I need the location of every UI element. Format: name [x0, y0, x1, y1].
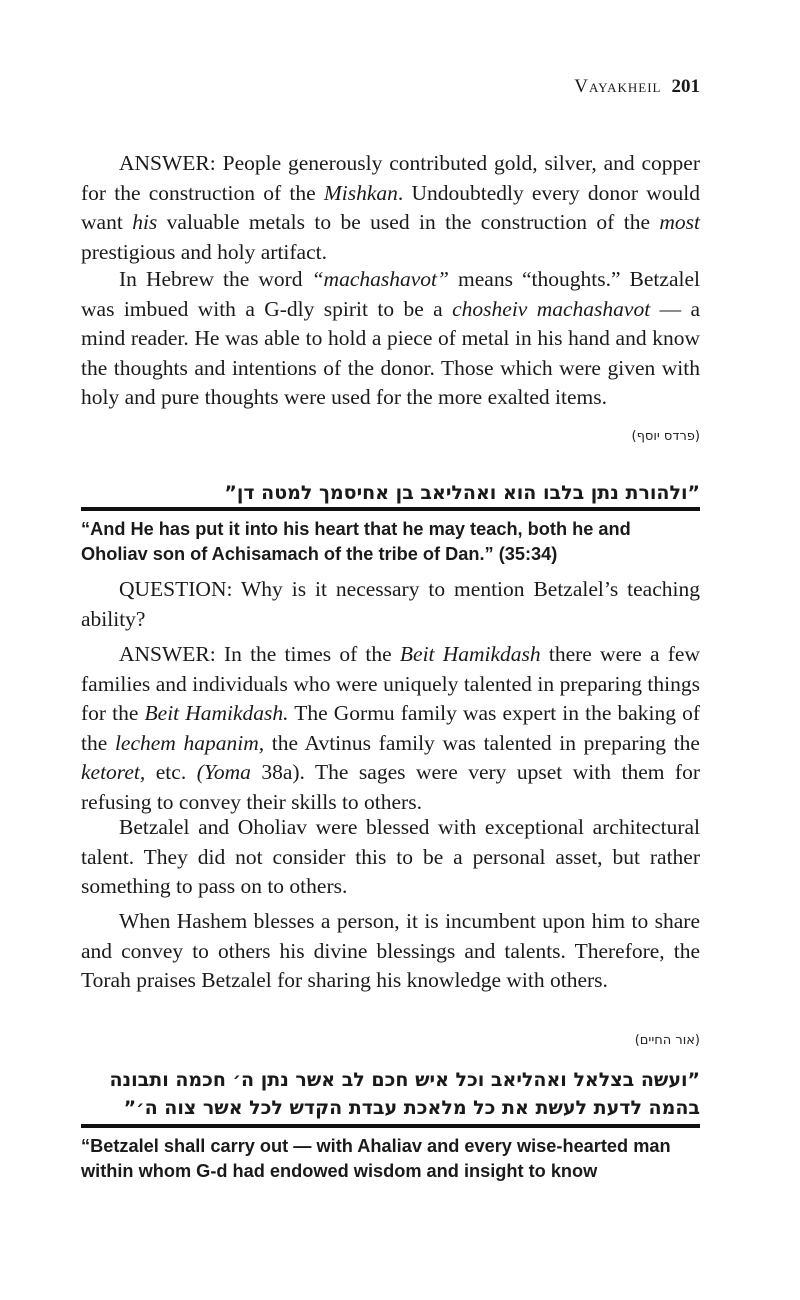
- verse-english-2: “Betzalel shall carry out — with Ahaliav and every wise-hearted man within whom G-d had endowed wisdom and insight to know: [81, 1136, 671, 1181]
- verse-hebrew-2-line-1: ”ועשה בצלאל ואהליאב וכל איש חכם לב אשר נתן ה׳ חכמה ותבונה: [109, 1069, 700, 1091]
- verse-english-1: “And He has put it into his heart that he may teach, both he and Oholiav son of Achisamach of the tribe of Dan.” (35:34): [81, 519, 631, 564]
- blessing-paragraph: When Hashem blesses a person, it is incumbent upon him to share and convey to others his divine blessings and talents. Therefore, the Torah praises Betzalel for sharing his knowledge with others.: [81, 909, 700, 992]
- verse-divider-1: [81, 507, 700, 511]
- verse-divider-2: [81, 1124, 700, 1128]
- explanation-paragraph: In Hebrew the word “machashavot” means “thoughts.” Betzalel was imbued with a G-dly spirit to be a chosheiv machashavot — a mind reader. He was able to hold a piece of metal in his hand and know the thoughts and intentions of the donor. Those which were given with holy and pure thoughts were used for the more exalted items.: [81, 267, 701, 409]
- answer-paragraph-1: ANSWER: People generously contributed gold, silver, and copper for the construction of the Mishkan. Undoubtedly every donor would want his valuable metals to be used in the construction of the most prestigious and holy artifact.: [81, 151, 700, 264]
- page-number: 201: [671, 76, 700, 97]
- running-head: [574, 76, 700, 98]
- talent-paragraph: Betzalel and Oholiav were blessed with exceptional architectural talent. They did not consider this to be a personal asset, but rather something to pass on to others.: [81, 815, 700, 898]
- verse-hebrew-1: ”ולהורת נתן בלבו הוא ואהליאב בן אחיסמך למטה דן”: [224, 482, 700, 504]
- question-paragraph: QUESTION: Why is it necessary to mention Betzalel’s teaching ability?: [81, 577, 700, 631]
- verse-hebrew-2-line-2: בהמה לדעת לעשת את כל מלאכת עבדת הקדש לכל אשר צוה ה׳”: [123, 1097, 700, 1119]
- source-citation-2: (אור החיים): [634, 1033, 700, 1048]
- chapter-title: Vayakheil: [574, 76, 662, 97]
- source-citation-1: (פרדס יוסף): [631, 429, 700, 444]
- answer-paragraph-2: ANSWER: In the times of the Beit Hamikdash there were a few families and individuals who were uniquely talented in preparing things for the Beit Hamikdash. The Gormu family was expert in the baking of the lechem hapanim, the Avtinus family was talented in preparing the ketoret, etc. (Yoma 38a). The sages were very upset with them for refusing to convey their skills to others.: [81, 642, 701, 814]
